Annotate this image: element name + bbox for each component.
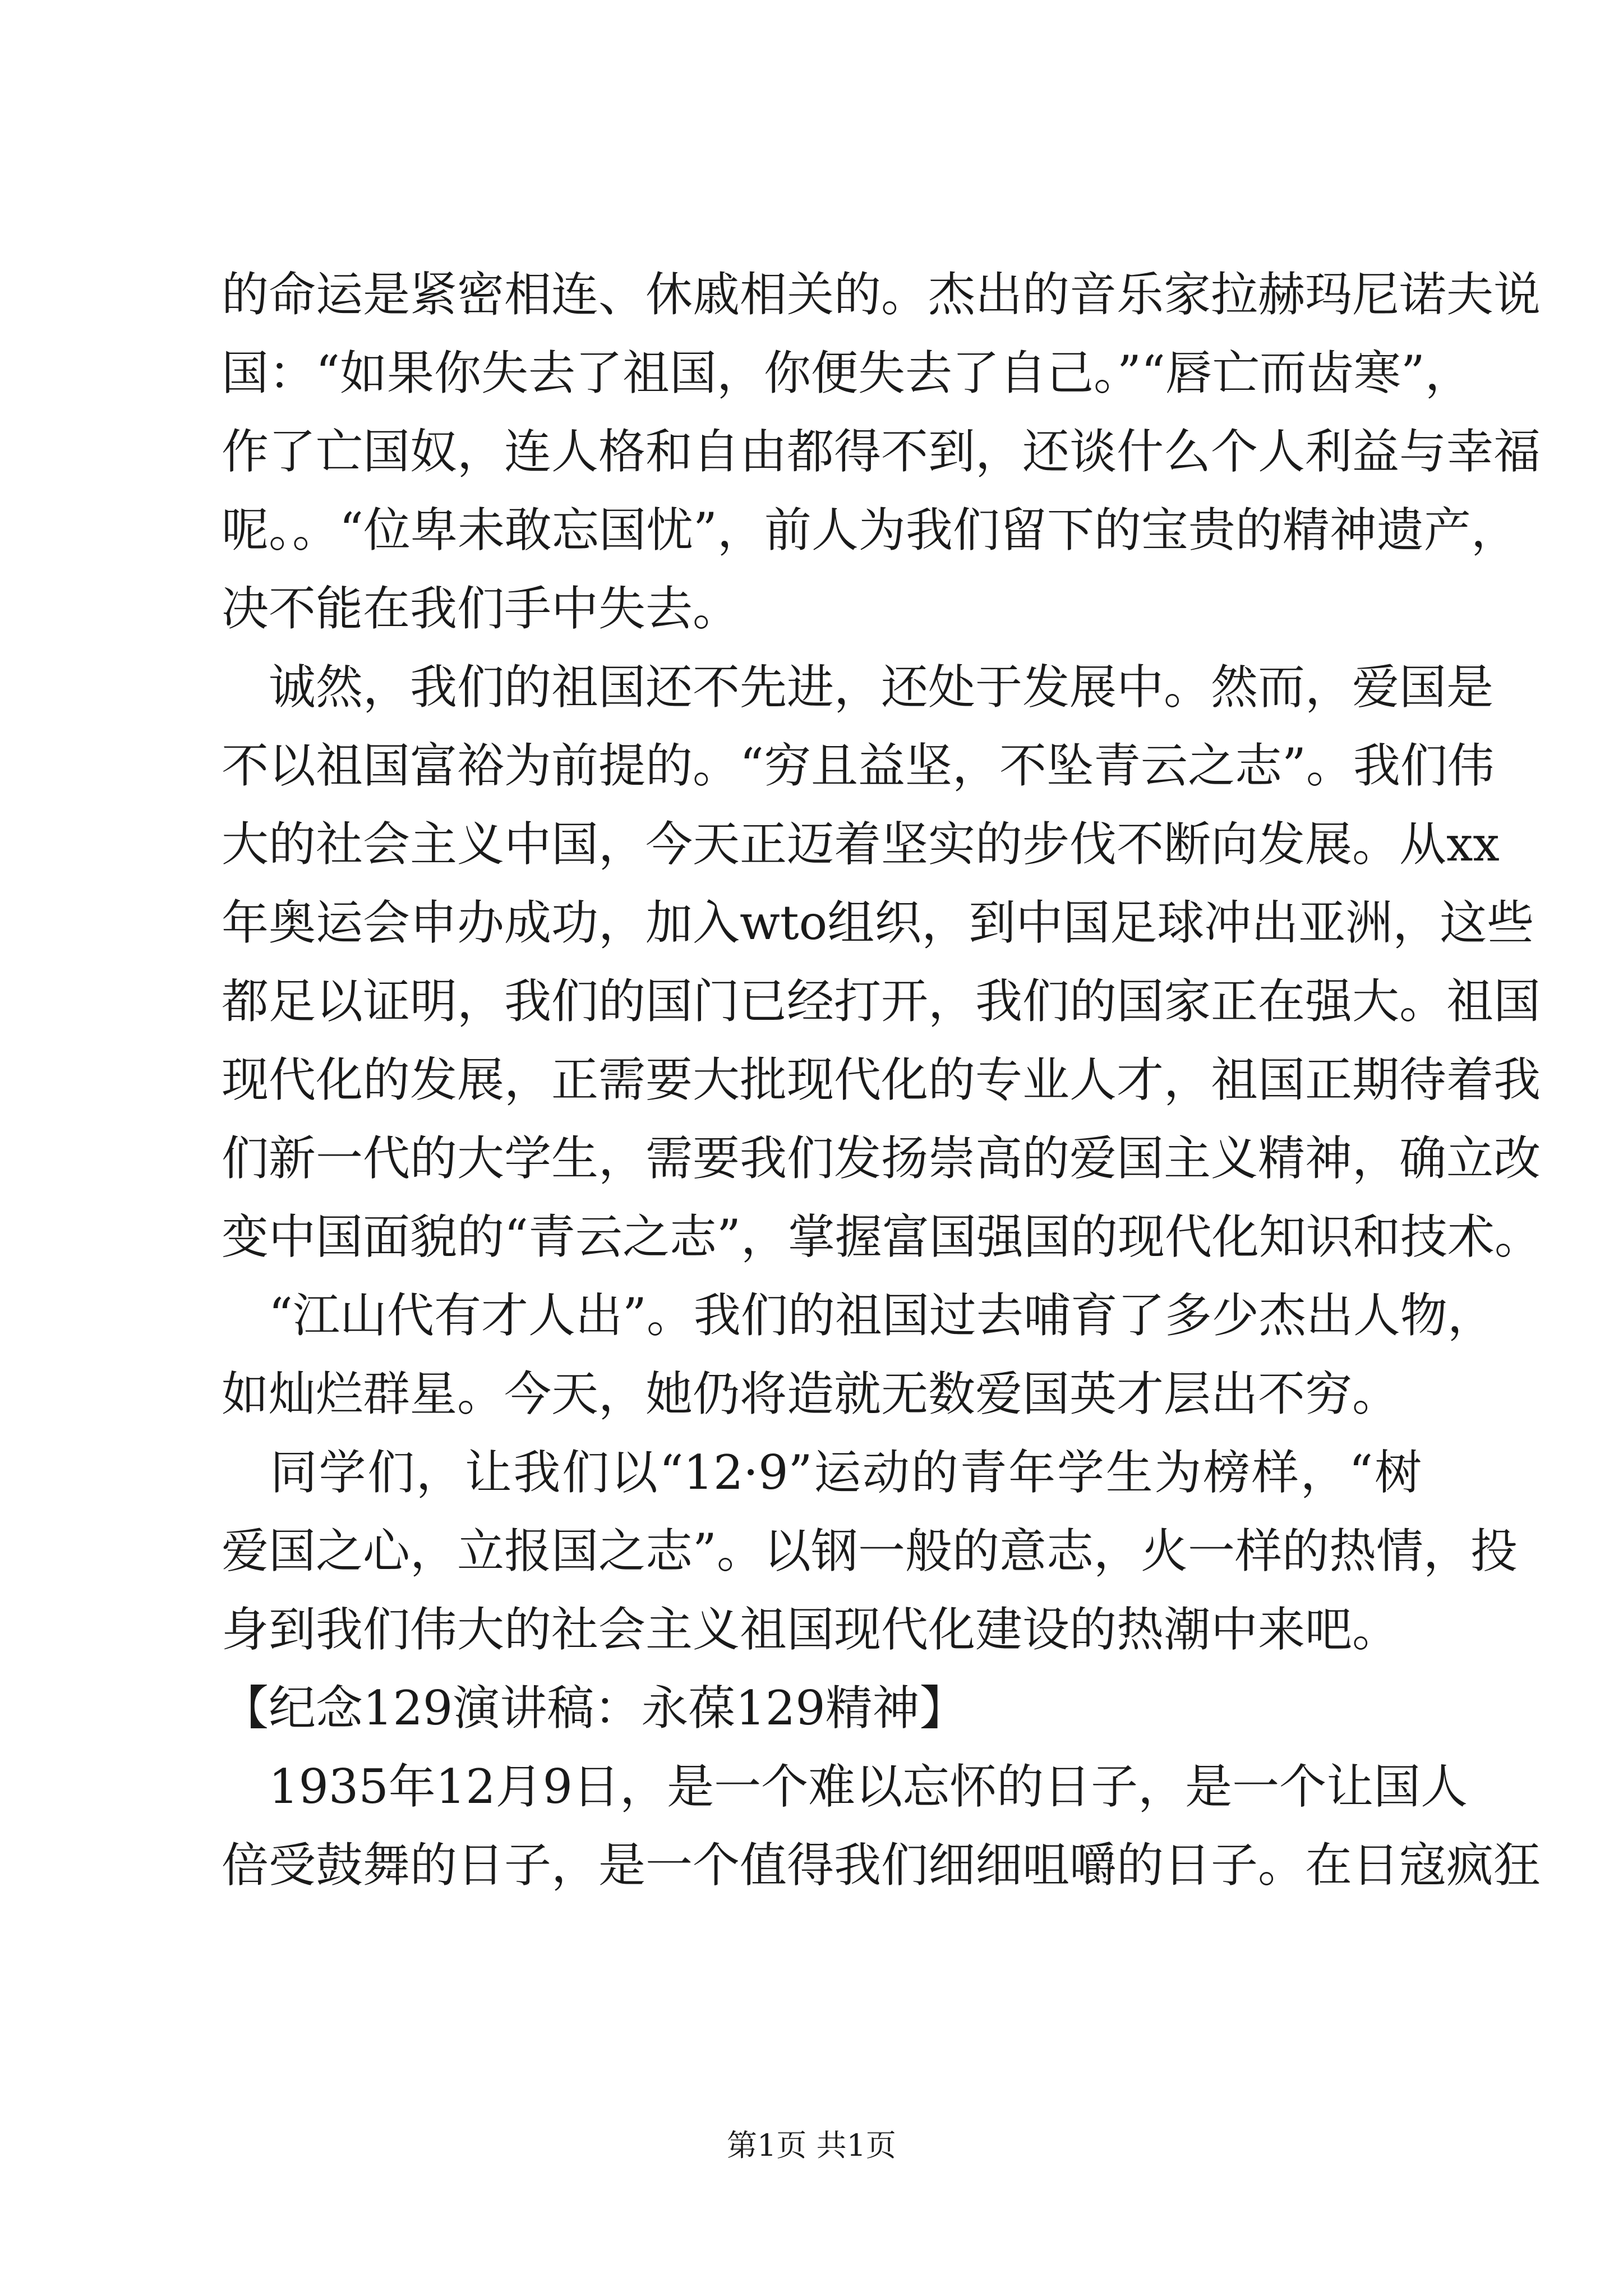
text-line-20: 1935年12月9日，是一个难以忘怀的日子，是一个让国人 — [222, 1759, 1468, 1814]
text-line-15: 如灿烂群星。今天，她仍将造就无数爱国英才层出不穷。 — [222, 1366, 1400, 1421]
text-line-12: 们新一代的大学生，需要我们发扬崇高的爱国主义精神，确立改 — [222, 1131, 1541, 1186]
text-line-14: “江山代有才人出”。我们的祖国过去哺育了多少杰出人物， — [222, 1288, 1495, 1343]
text-line-3: 作了亡国奴，连人格和自由都得不到，还谈什么个人利益与幸福 — [222, 424, 1541, 479]
text-line-8: 大的社会主义中国，今天正迈着坚实的步伐不断向发展。从xx — [222, 817, 1500, 872]
document-body — [222, 255, 1542, 1904]
text-line-10: 都足以证明，我们的国门已经打开，我们的国家正在强大。祖国 — [222, 974, 1541, 1029]
text-line-11: 现代化的发展，正需要大批现代化的专业人才，祖国正期待着我 — [222, 1052, 1541, 1107]
text-line-6: 诚然，我们的祖国还不先进，还处于发展中。然而，爱国是 — [222, 660, 1494, 715]
page-number-footer: 第1页 共1页 — [727, 2128, 896, 2163]
section-heading: 【纪念129演讲稿：永葆129精神】 — [222, 1681, 967, 1736]
text-line-1: 的命运是紧密相连、休戚相关的。杰出的音乐家拉赫玛尼诺夫说 — [222, 267, 1541, 322]
text-line-16: 同学们，让我们以“12·9”运动的青年学生为榜样，“树 — [222, 1445, 1422, 1500]
text-line-21: 倍受鼓舞的日子，是一个值得我们细细咀嚼的日子。在日寇疯狂 — [222, 1838, 1541, 1893]
text-line-17: 爱国之心，立报国之志”。以钢一般的意志，火一样的热情，投 — [222, 1524, 1518, 1579]
text-line-9: 年奥运会申办成功，加入wto组织，到中国足球冲出亚洲，这些 — [222, 895, 1534, 950]
text-line-7: 不以祖国富裕为前提的。“穷且益坚，不坠青云之志”。我们伟 — [222, 738, 1495, 793]
text-line-5: 决不能在我们手中失去。 — [222, 581, 740, 636]
text-line-13: 变中国面貌的“青云之志”，掌握富国强国的现代化知识和技术。 — [222, 1209, 1542, 1264]
text-line-4: 呢。。“位卑未敢忘国忧”，前人为我们留下的宝贵的精神遗产， — [222, 503, 1518, 558]
text-line-18: 身到我们伟大的社会主义祖国现代化建设的热潮中来吧。 — [222, 1602, 1400, 1657]
text-line-2: 国：“如果你失去了祖国，你便失去了自己。”“唇亡而齿寒”， — [222, 346, 1472, 401]
